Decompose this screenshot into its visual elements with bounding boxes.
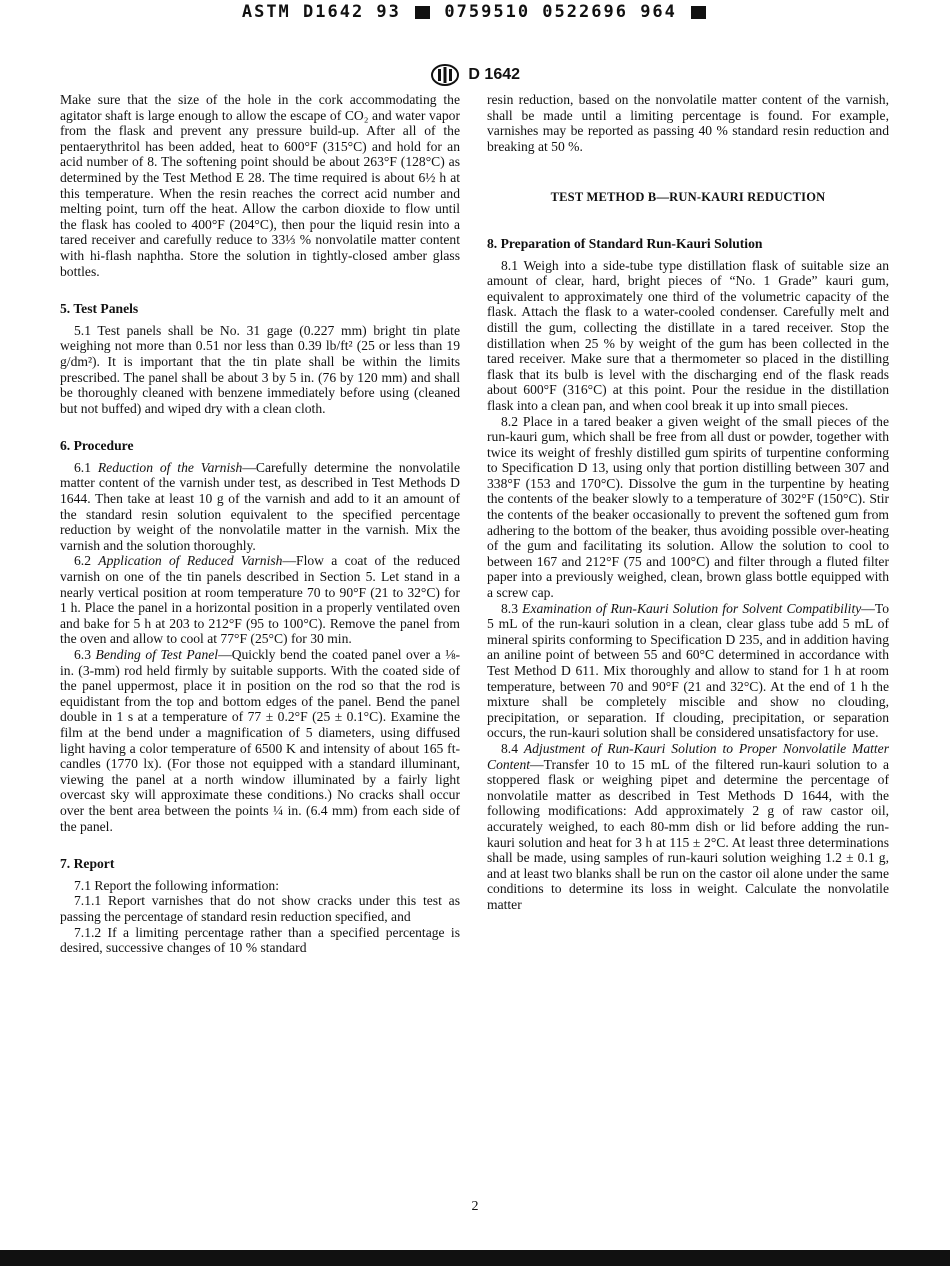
paragraph-8-2: 8.2 Place in a tared beaker a given weight of the small pieces of the run-kauri gum, which shall be free from all dust or powder, together with twice its weight of freshly distilled gum spirits of turpentine conforming to Specification D 13, using only that portion distilling between 307 and 338°F (153 and 170°C). Dissolve the gum in the turpentine by heating the contents of the beaker slowly to a temperature of 302°F (150°C). Stir the contents of the beaker occasionally to prevent the softened gum from adhering to the bottom of the beaker, thus avoiding possible over-heating of the gum and facilitating its solution. Allow the solution to cool to between 167 and 212°F (75 and 100°C) and filter through a fluted filter paper into a previously weighed, clean, brown glass bottle equipped with a screw cap. <box>487 413 889 601</box>
paragraph-5-1: 5.1 Test panels shall be No. 31 gage (0.227 mm) bright tin plate weighing not more than 0.51 nor less than 0.39 lb/ft² (25 or less than 19 g/dm²). It is important that the tin plate shall be within the limits prescribed. The panel shall be about 3 by 5 in. (76 by 120 mm) and shall be thoroughly cleaned with benzene immediately before using (cleaned but not buffed) and wiped dry with a clean cloth. <box>60 322 460 416</box>
section-heading-7: 7. Report <box>60 856 115 872</box>
paragraph: Make sure that the size of the hole in the cork accommodating the agitator shaft is large enough to allow the escape of CO₂ and water vapor from the flask and prevent any pressure build-up. After all of the pentaerythritol has been added, heat to 600°F (315°C) and hold for an acid number of 8. The softening point should be about 263°F (128°C) as determined by the Test Method E 28. The time required is about 6½ h at this temperature. When the resin reaches the correct acid number and melting point, turn off the heat. Allow the carbon dioxide to flow until the flask has cooled to 400°F (204°C), then pour the liquid resin into a tared receiver and carefully reduce to 33⅓ % nonvolatile matter content with hi-flash naphtha. Store the solution in tightly-closed amber glass bottles. <box>60 92 460 279</box>
document-designation <box>0 64 950 86</box>
paragraph-7-1-1: 7.1.1 Report varnishes that do not show cracks under this test as passing the percentage of standard resin reduction specified, and <box>60 893 460 924</box>
designation-text: D 1642 <box>468 66 521 84</box>
section-heading-5: 5. Test Panels <box>60 301 139 317</box>
paragraph-6-3: 6.3 Bending of Test Panel—Quickly bend the coated panel over a ⅛-in. (3-mm) rod held firmly by suitable supports. With the coated side of the panel uppermost, place it in position on the rod so that the rod is equidistant from the top and bottom edges of the panel. Bend the panel double in 1 s at a temperature of 77 ± 0.2°F (25 ± 0.1°C). Examine the film at the bend under a magnification of 5 diameters, using diffused light having a color temperature of 6500 K and intensity of about 165 ft-candles (1770 lx). (For those not equipped with a standard illuminant, viewing the panel at a north window illuminated by a fairly light overcast sky will approximate these conditions.) No cracks shall occur over the bent area between the points ¼ in. (6.4 mm) from each side of the panel. <box>60 647 460 834</box>
scan-block-mark <box>415 6 430 19</box>
scan-block-mark <box>691 6 706 19</box>
scan-code-mid: 0759510 0522696 <box>444 2 628 22</box>
paragraph-8-1: 8.1 Weigh into a side-tube type distillation flask of suitable size an amount of clear, hard, bright pieces of “No. 1 Grade” kauri gum, equivalent to approximately one third of the volumetric capacity of the flask. Attach the flask to a water-cooled condenser. Carefully melt and distill the gum, collecting the distillate in a tared receiver. Stop the distillation when 25 % by weight of the gum has been collected in the tared receiver. Make sure that a thermometer so placed in the distilling flask that its bulb is level with the discharging end of the flask reads about 600°F (316°C) at this point. Pour the residue in the distillation flask into a clean pan, and when cool break it up into small pieces. <box>487 257 889 413</box>
paragraph-7-1-2: 7.1.2 If a limiting percentage rather than a specified percentage is desired, successive changes of 10 % standard <box>60 924 460 956</box>
scan-code-left: ASTM D1642 93 <box>241 2 401 22</box>
paragraph-8-4: 8.4 Adjustment of Run-Kauri Solution to Proper Nonvolatile Matter Content—Transfer 10 to 15 mL of the filtered run-kauri solution to a stoppered flask or weighing pipet and determine the percentage of nonvolatile matter as described in Test Methods D 1644, with the following modifications: Add approximately 2 g of raw castor oil, accurately weighed, to each 80-mm dish or lid before adding the run-kauri solution and heat for 3 h at 115 ± 2°C. At least three determinations shall be made, using samples of run-kauri solution weighing 1.2 ± 0.1 g, and at least two blanks shall be run on the castor oil alone under the same conditions to determine its loss in weight. Calculate the nonvolatile matter <box>487 740 889 912</box>
paragraph-7-1: 7.1 Report the following information: <box>74 877 280 893</box>
paragraph-8-3: 8.3 Examination of Run-Kauri Solution for Solvent Compatibility—To 5 mL of the run-kauri solution in a clean, clear glass tube add 5 mL of mineral spirits conforming to Specification D 235, and in addition having an aniline point of between 55 and 60°C determined in accordance with Test Method D 611. Mix thoroughly and allow to stand for 1 h at room temperature, between 70 and 90°F (21 and 32°C). At the end of 1 h the mixture shall be completely miscible and show no clouding, precipitation, or separation. If clouding, precipitation, or separation occurs, the run-kauri solution shall be considered unsatisfactory for use. <box>487 600 890 741</box>
section-heading-6: 6. Procedure <box>60 438 134 454</box>
right-column <box>487 92 889 913</box>
scan-code-right: 964 <box>640 2 677 22</box>
paragraph-6-1: 6.1 Reduction of the Varnish—Carefully determine the nonvolatile matter content of the varnish under test, as described in Test Methods D 1644. Then take at least 10 g of the varnish and add to it an amount of the standard resin solution equivalent to the specified percentage reduction by weight of the nonvolatile matter in the varnish. Mix the varnish and the solution thoroughly. <box>60 459 460 553</box>
paragraph: resin reduction, based on the nonvolatile matter content of the varnish, shall be made until a limiting percentage is found. For example, varnishes may be reported as passing 40 % standard resin reduction and breaking at 50 %. <box>487 92 889 154</box>
section-heading-8: 8. Preparation of Standard Run-Kauri Solution <box>487 235 763 251</box>
scan-header-line <box>0 2 950 22</box>
page-number: 2 <box>471 1199 479 1214</box>
astm-logo-icon <box>430 64 460 86</box>
scan-bottom-border <box>0 1250 950 1266</box>
test-method-heading: TEST METHOD B—RUN-KAURI REDUCTION <box>550 190 826 205</box>
left-column <box>60 92 460 956</box>
paragraph-6-2: 6.2 Application of Reduced Varnish—Flow a coat of the reduced varnish on one of the tin panels described in Section 5. Let stand in a nearly vertical position at room temperature 70 to 90°F (21 to 32°C) for 1 h. Place the panel in a horizontal position in a properly ventilated oven and bake for 5 h at 203 to 212°F (95 to 100°C). Remove the panel from the oven and allow to cool at 77°F (25°C) for 30 min. <box>60 553 460 647</box>
